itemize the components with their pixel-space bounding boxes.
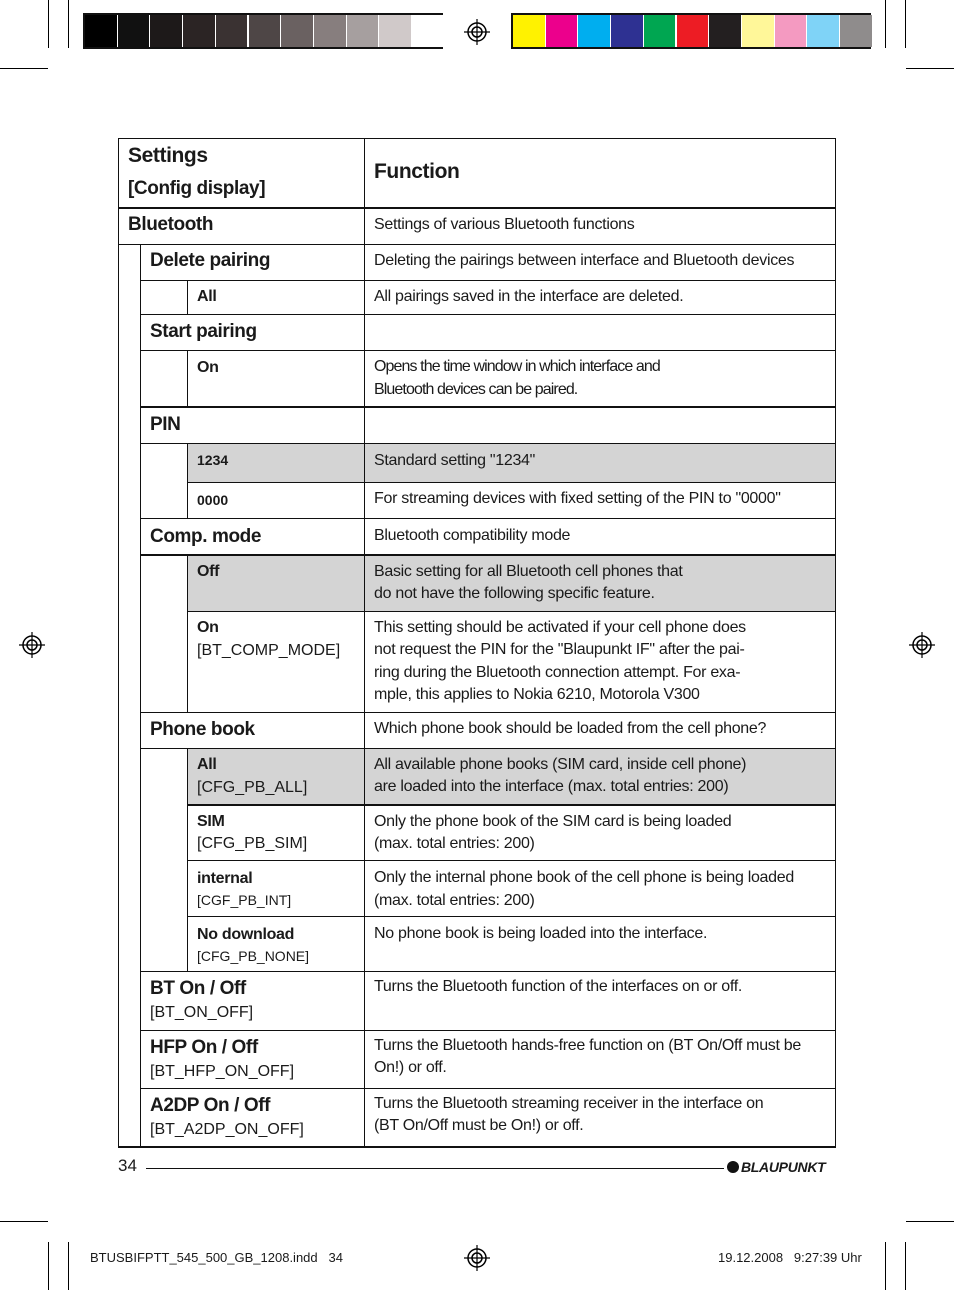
color-swatch — [546, 15, 578, 47]
row-comp-on-code: [BT_COMP_MODE] — [197, 642, 341, 659]
color-swatch — [281, 15, 313, 47]
print-timestamp: 19.12.2008 9:27:39 Uhr — [718, 1250, 862, 1265]
row-comp-off-label: Off — [197, 563, 220, 580]
row-pin-label: PIN — [150, 414, 181, 435]
registration-mark-icon — [464, 19, 490, 45]
row-a2dp-onoff-desc-1: Turns the Bluetooth streaming receiver in the interface on — [374, 1095, 764, 1112]
row-pb-sim-label: SIM — [197, 813, 225, 830]
row-bluetooth-desc: Settings of various Bluetooth functions — [374, 216, 635, 233]
header-settings: Settings — [128, 144, 208, 167]
color-swatch — [578, 15, 610, 47]
row-phone-book-desc: Which phone book should be loaded from the cell phone? — [374, 720, 767, 737]
row-hfp-onoff-desc-2: On!) or off. — [374, 1059, 447, 1076]
row-pb-sim-code: [CFG_PB_SIM] — [197, 835, 308, 852]
row-delete-pairing-label: Delete pairing — [150, 250, 271, 271]
row-delete-all-desc: All pairings saved in the interface are deleted. — [374, 288, 684, 305]
row-comp-mode-label: Comp. mode — [150, 526, 262, 547]
row-pin-0000-label: 0000 — [197, 492, 229, 508]
row-pb-internal-desc-2: (max. total entries: 200) — [374, 892, 535, 909]
color-swatch — [150, 15, 182, 47]
color-swatch — [807, 15, 839, 47]
row-comp-on-desc-4: mple, this applies to Nokia 6210, Motorola V300 — [374, 686, 700, 703]
row-start-pairing-label: Start pairing — [150, 321, 257, 342]
row-bt-onoff-label: BT On / Off — [150, 978, 246, 999]
row-comp-off-desc-1: Basic setting for all Bluetooth cell phones that — [374, 563, 683, 580]
color-swatch — [85, 15, 117, 47]
row-hfp-onoff-desc-1: Turns the Bluetooth hands-free function on (BT On/Off must be — [374, 1037, 801, 1054]
brand-logo — [727, 1159, 825, 1175]
color-swatch — [183, 15, 215, 47]
color-swatch — [249, 15, 281, 47]
color-swatch — [412, 15, 444, 47]
color-swatch — [742, 15, 774, 47]
row-phone-book-label: Phone book — [150, 719, 255, 740]
registration-mark-icon — [909, 632, 935, 658]
row-pin-1234-label: 1234 — [197, 452, 229, 468]
brand-dot-icon — [727, 1161, 739, 1173]
row-bt-onoff-desc: Turns the Bluetooth function of the interfaces on or off. — [374, 978, 743, 995]
row-pb-all-desc-1: All available phone books (SIM card, inside cell phone) — [374, 756, 747, 773]
row-bluetooth-label: Bluetooth — [128, 214, 214, 235]
header-function: Function — [374, 160, 460, 183]
row-comp-off-desc-2: do not have the following specific feature. — [374, 585, 655, 602]
row-comp-on-desc-2: not request the PIN for the "Blaupunkt IF" after the pai- — [374, 641, 745, 658]
footer-rule — [146, 1168, 724, 1169]
row-pb-sim-desc-2: (max. total entries: 200) — [374, 835, 535, 852]
row-delete-pairing-desc: Deleting the pairings between interface and Bluetooth devices — [374, 252, 795, 269]
row-start-on-desc-1: Opens the time window in which interface and — [374, 358, 660, 375]
row-pb-all-code: [CFG_PB_ALL] — [197, 779, 308, 796]
row-start-on-label: On — [197, 359, 219, 376]
row-delete-all-label: All — [197, 288, 217, 305]
row-start-on-desc-2: Bluetooth devices can be paired. — [374, 381, 578, 398]
row-pb-none-code: [CFG_PB_NONE] — [197, 948, 310, 964]
row-hfp-onoff-label: HFP On / Off — [150, 1037, 258, 1058]
row-pin-0000-desc: For streaming devices with fixed setting of the PIN to "0000" — [374, 490, 781, 507]
color-swatch — [840, 15, 872, 47]
row-bt-onoff-code: [BT_ON_OFF] — [150, 1004, 254, 1021]
color-swatch — [677, 15, 709, 47]
row-comp-on-desc-3: ring during the Bluetooth connection attempt. For exa- — [374, 664, 741, 681]
registration-mark-icon — [19, 632, 45, 658]
row-pin-1234-desc: Standard setting "1234" — [374, 452, 536, 469]
color-swatch — [216, 15, 248, 47]
row-pb-internal-desc-1: Only the internal phone book of the cell phone is being loaded — [374, 869, 794, 886]
color-swatch — [644, 15, 676, 47]
color-swatch — [611, 15, 643, 47]
row-a2dp-onoff-label: A2DP On / Off — [150, 1095, 271, 1116]
row-pb-internal-code: [CGF_PB_INT] — [197, 892, 292, 908]
color-swatch — [347, 15, 379, 47]
row-pb-all-desc-2: are loaded into the interface (max. total entries: 200) — [374, 778, 729, 795]
row-pb-internal-label: internal — [197, 870, 253, 887]
color-swatch — [314, 15, 346, 47]
row-a2dp-onoff-desc-2: (BT On/Off must be On!) or off. — [374, 1117, 584, 1134]
brand-name: BLAUPUNKT — [741, 1159, 826, 1175]
row-comp-on-desc-1: This setting should be activated if your cell phone does — [374, 619, 746, 636]
row-a2dp-onoff-code: [BT_A2DP_ON_OFF] — [150, 1121, 304, 1138]
row-pb-all-label: All — [197, 756, 217, 773]
color-swatch — [513, 15, 545, 47]
row-comp-mode-desc: Bluetooth compatibility mode — [374, 527, 571, 544]
page-number: 34 — [118, 1156, 137, 1175]
row-pb-none-label: No download — [197, 926, 295, 943]
color-swatch — [379, 15, 411, 47]
file-name: BTUSBIFPTT_545_500_GB_1208.indd 34 — [90, 1250, 343, 1265]
row-hfp-onoff-code: [BT_HFP_ON_OFF] — [150, 1063, 295, 1080]
color-swatch — [709, 15, 741, 47]
registration-mark-icon — [464, 1245, 490, 1271]
row-pb-sim-desc-1: Only the phone book of the SIM card is being loaded — [374, 813, 732, 830]
row-pb-none-desc: No phone book is being loaded into the interface. — [374, 925, 708, 942]
row-comp-on-label: On — [197, 619, 219, 636]
header-config-display: [Config display] — [128, 178, 266, 199]
color-swatch — [118, 15, 150, 47]
color-swatch — [775, 15, 807, 47]
